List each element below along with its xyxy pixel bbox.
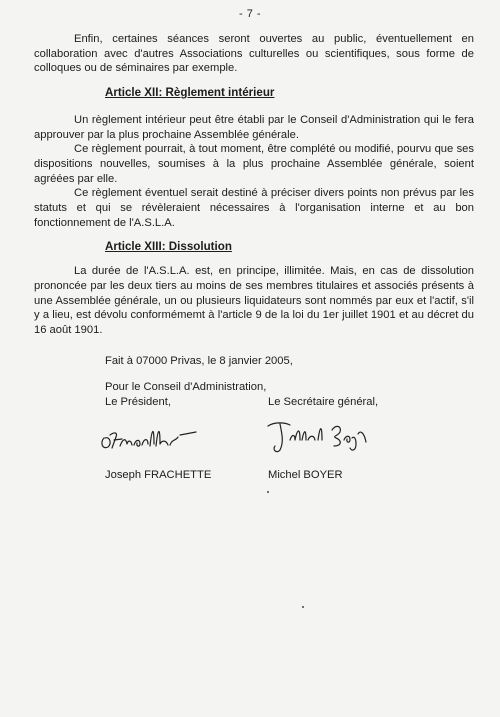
ink-mark	[302, 606, 304, 608]
secretary-name: Michel BOYER	[268, 469, 343, 481]
article-13-heading: Article XIII: Dissolution	[105, 240, 232, 254]
place-date: Fait à 07000 Privas, le 8 janvier 2005,	[105, 355, 293, 367]
president-signature	[96, 420, 206, 456]
article-12-paragraph-3: Ce règlement éventuel serait destiné à préciser divers points non prévus par les statuts et qui se révèleraient nécessaires à l'organisation interne et au bon fonctionnement de l'A.S.L.A.	[34, 187, 474, 229]
president-label: Le Président,	[105, 396, 171, 408]
secretary-signature	[262, 416, 374, 456]
article-13-paragraph-1: La durée de l'A.S.L.A. est, en principe, illimitée. Mais, en cas de dissolution prononcée par les deux tiers au moins de ses membres titulaires et associés présents à une Assemblée générale, un ou plusieurs liquidateurs sont nommés par eux et l'actif, s'il y a lieu, est dévolu conformémemt à l'article 9 de la loi du 1er juillet 1901 et au décret du 16 août 1901.	[34, 265, 474, 336]
page-number: - 7 -	[238, 8, 262, 20]
president-name: Joseph FRACHETTE	[105, 469, 212, 481]
document-body	[34, 32, 474, 338]
secretary-label: Le Secrétaire général,	[268, 396, 379, 408]
council-label: Pour le Conseil d'Administration,	[105, 381, 267, 393]
ink-mark	[267, 491, 269, 493]
article-12-paragraph-1: Un règlement intérieur peut être établi par le Conseil d'Administration qui le fera approuver par la plus prochaine Assemblée générale.	[34, 113, 474, 141]
intro-paragraph: Enfin, certaines séances seront ouvertes au public, éventuellement en collaboration avec d'autres Associations culturelles ou scientifiques, sous forme de colloques ou de séminaires par exemple.	[34, 33, 474, 75]
article-12-paragraph-2: Ce règlement pourrait, à tout moment, être complété ou modifié, pourvu que ses dispositions nouvelles, soumises à la plus prochaine Assemblée générale, soient agréées par elle.	[34, 143, 474, 185]
article-12-heading: Article XII: Règlement intérieur	[105, 86, 275, 100]
